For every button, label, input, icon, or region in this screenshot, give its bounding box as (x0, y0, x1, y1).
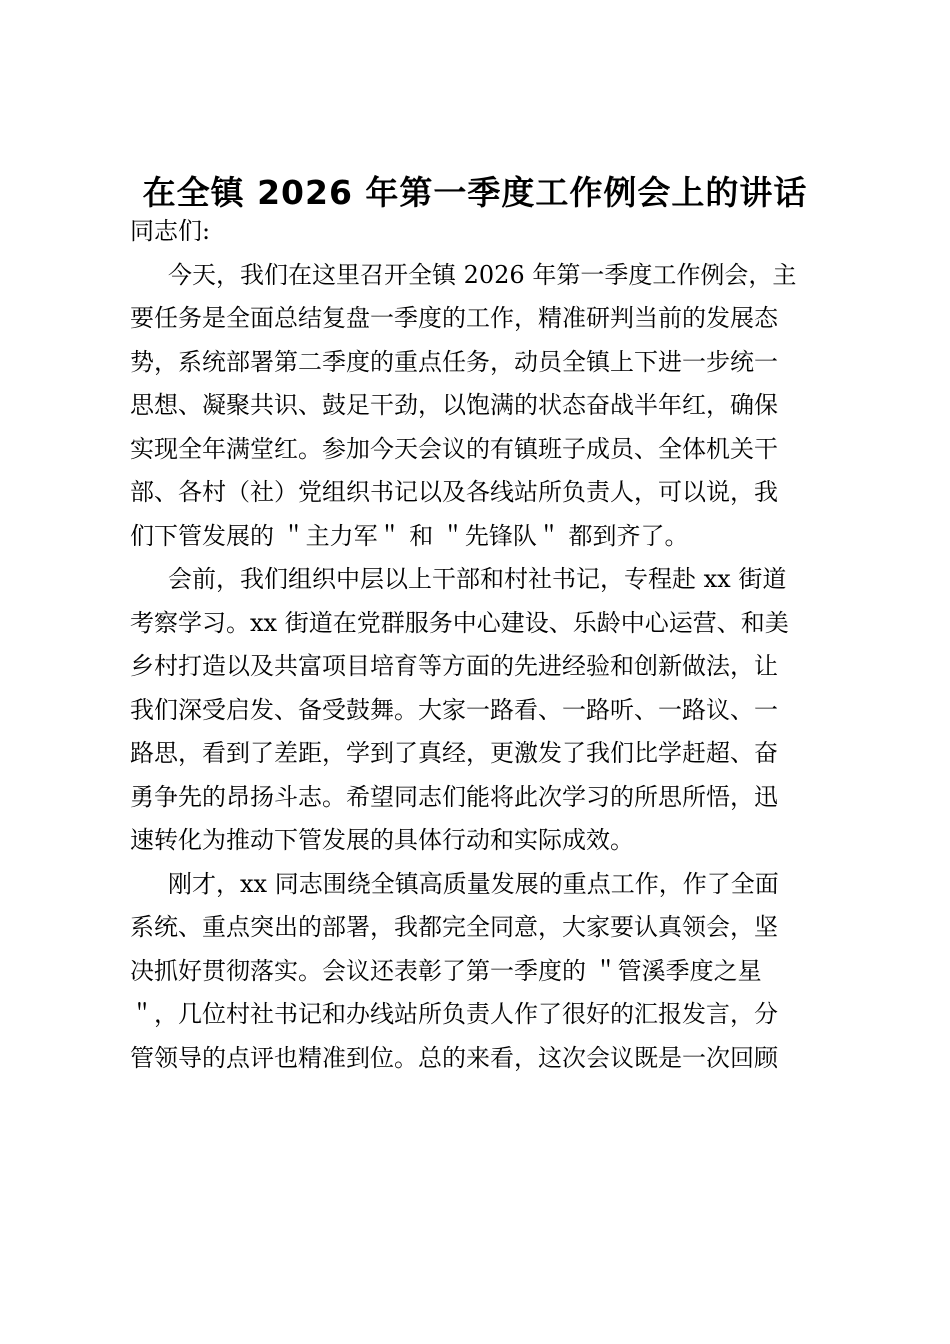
paragraph-line: ＂，几位村社书记和办线站所负责人作了很好的汇报发言，分 (130, 1000, 778, 1028)
paragraph-line: 勇争先的昂扬斗志。希望同志们能将此次学习的所思所悟，迅 (130, 782, 778, 811)
document-body (130, 210, 830, 1080)
paragraph-line: 路思，看到了差距，学到了真经，更激发了我们比学赶超、奋 (130, 739, 778, 767)
salutation: 同志们: (130, 217, 211, 245)
paragraph-line: 管领导的点评也精准到位。总的来看，这次会议既是一次回顾 (130, 1043, 778, 1072)
paragraph-line: 们下管发展的 ＂主力军＂ 和 ＂先锋队＂ 都到齐了。 (130, 521, 689, 550)
paragraph-line: 决抓好贯彻落实。会议还表彰了第一季度的 ＂管溪季度之星 (130, 956, 762, 985)
paragraph-line: 今天，我们在这里召开全镇 2026 年第一季度工作例会，主 (168, 260, 797, 289)
paragraph-line: 实现全年满堂红。参加今天会议的有镇班子成员、全体机关干 (130, 434, 778, 463)
paragraph-1 (130, 254, 830, 559)
paragraph-line: 系统、重点突出的部署，我都完全同意，大家要认真领会，坚 (130, 913, 778, 941)
paragraph-3 (130, 863, 830, 1081)
paragraph-2 (130, 558, 830, 863)
paragraph-line: 乡村打造以及共富项目培育等方面的先进经验和创新做法，让 (130, 652, 778, 680)
paragraph-line: 考察学习。xx 街道在党群服务中心建设、乐龄中心运营、和美 (130, 608, 789, 637)
paragraph-line: 会前，我们组织中层以上干部和村社书记，专程赴 xx 街道 (168, 565, 787, 593)
document-title: 在全镇 2026 年第一季度工作例会上的讲话 (142, 173, 808, 212)
paragraph-line: 势，系统部署第二季度的重点任务，动员全镇上下进一步统一 (130, 347, 778, 376)
paragraph-line: 思想、凝聚共识、鼓足干劲，以饱满的状态奋战半年红，确保 (130, 391, 778, 419)
paragraph-line: 刚才，xx 同志围绕全镇高质量发展的重点工作，作了全面 (168, 869, 779, 898)
paragraph-line: 我们深受启发、备受鼓舞。大家一路看、一路听、一路议、一 (130, 695, 778, 724)
paragraph-line: 速转化为推动下管发展的具体行动和实际成效。 (130, 826, 634, 854)
paragraph-line: 要任务是全面总结复盘一季度的工作，精准研判当前的发展态 (130, 304, 778, 332)
paragraph-line: 部、各村（社）党组织书记以及各线站所负责人，可以说，我 (130, 478, 778, 506)
